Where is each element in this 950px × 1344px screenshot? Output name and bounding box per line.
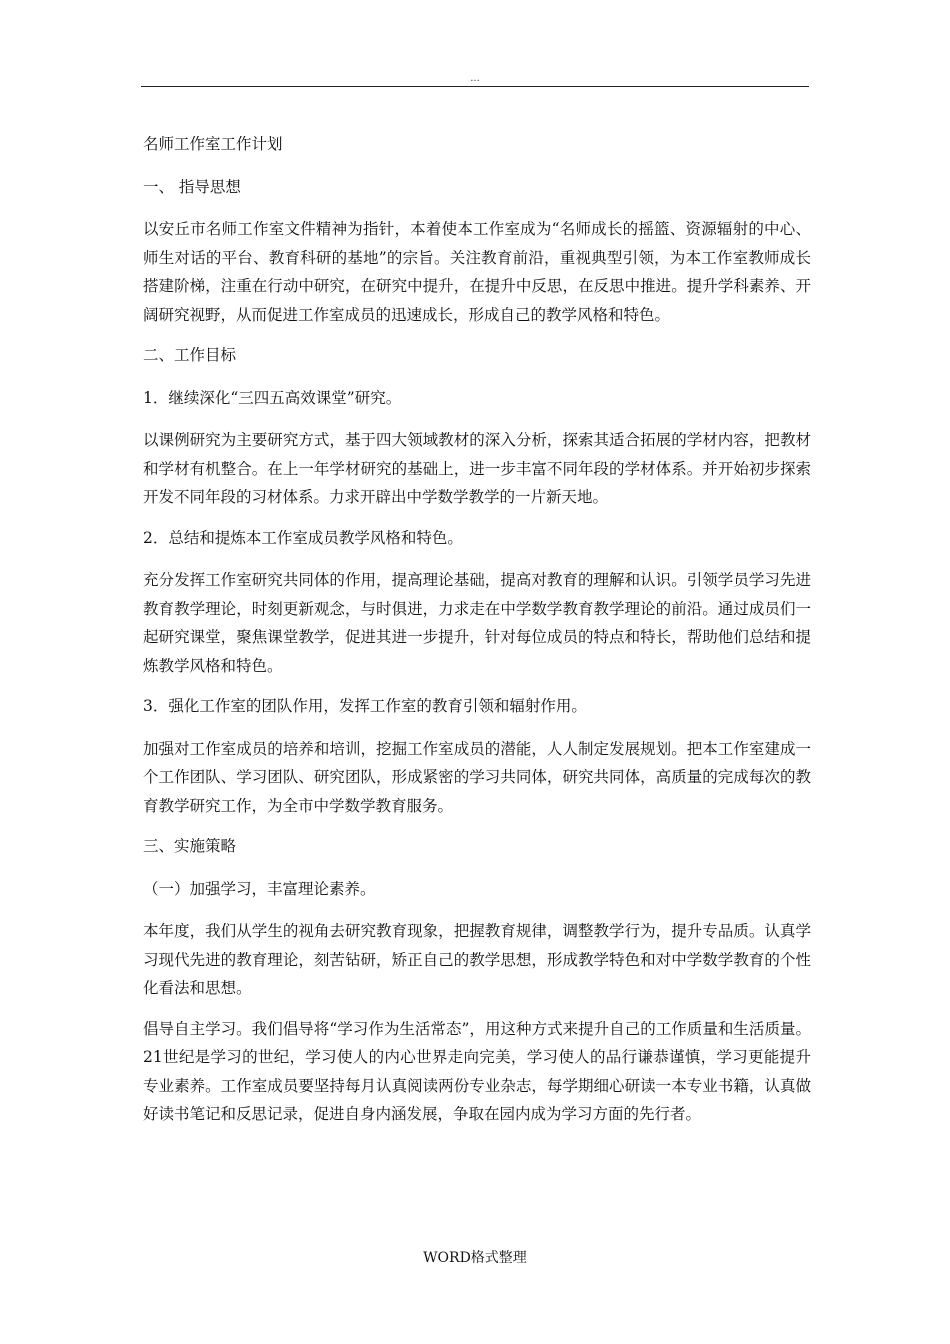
heading-strategy: 三、实施策略	[143, 837, 237, 855]
paragraph-guiding-thought: 以安丘市名师工作室文件精神为指针，本着使本工作室成为“名师成长的摇篮、资源辐射的中心、师生对话的平台、教育科研的基地”的宗旨。关注教育前沿，重视典型引领，为本工作室教师成长搭建阶梯，注重在行动中研究，在研究中提升，在提升中反思，在反思中推进。提升学科素养、开阔研究视野，从而促进工作室成员的迅速成长，形成自己的教学风格和特色。	[143, 220, 811, 324]
paragraph-study-1: 本年度，我们从学生的视角去研究教育现象，把握教育规律，调整教学行为，提升专品质。认真学习现代先进的教育理论，刻苦钻研，矫正自己的教学思想，形成教学特色和对中学数学教育的个性化看法和思想。	[143, 922, 811, 997]
goal-3: 3．强化工作室的团队作用，发挥工作室的教育引领和辐射作用。	[143, 697, 587, 715]
footer-text: WORD格式整理	[423, 1250, 527, 1266]
heading-work-goals: 二、工作目标	[143, 346, 237, 364]
paragraph-study-2: 倡导自主学习。我们倡导将“学习作为生活常态”，用这种方式来提升自己的工作质量和生活质量。21世纪是学习的世纪，学习使人的内心世界走向完美，学习使人的品行谦恭谨慎，学习更能提升专业素养。工作室成员要坚持每月认真阅读两份专业杂志，每学期细心研读一本专业书籍，认真做好读书笔记和反思记录，促进自身内涵发展，争取在园内成为学习方面的先行者。	[143, 1019, 811, 1123]
subheading-study: （一）加强学习，丰富理论素养。	[143, 879, 376, 898]
goal-1: 1．继续深化“三四五高效课堂”研究。	[143, 388, 402, 407]
header-mark: ...	[470, 73, 480, 84]
paragraph-goal-3: 加强对工作室成员的培养和培训，挖掘工作室成员的潜能，人人制定发展规划。把本工作室建成一个工作团队、学习团队、研究团队，形成紧密的学习共同体，研究共同体，高质量的完成每次的教育教学研究工作，为全市中学数学教育服务。	[143, 739, 811, 815]
document-title: 名师工作室工作计划	[143, 135, 283, 153]
paragraph-goal-1: 以课例研究为主要研究方式，基于四大领域教材的深入分析，探索其适合拓展的学材内容，把教材和学材有机整合。在上一年学材研究的基础上，进一步丰富不同年段的学材体系。并开始初步探索开发不同年段的习材体系。力求开辟出中学数学教学的一片新天地。	[143, 431, 811, 506]
paragraph-goal-2: 充分发挥工作室研究共同体的作用，提高理论基础，提高对教育的理解和认识。引领学员学习先进教育教学理论，时刻更新观念，与时俱进，力求走在中学数学教育教学理论的前沿。通过成员们一起研究课堂，聚焦课堂教学，促进其进一步提升，针对每位成员的特点和特长，帮助他们总结和提炼教学风格和特色。	[143, 571, 811, 675]
document-body	[143, 130, 811, 1141]
heading-guiding-thought: 一、 指导思想	[143, 177, 241, 196]
goal-2: 2．总结和提炼本工作室成员教学风格和特色。	[143, 528, 463, 547]
header-rule	[141, 86, 809, 87]
